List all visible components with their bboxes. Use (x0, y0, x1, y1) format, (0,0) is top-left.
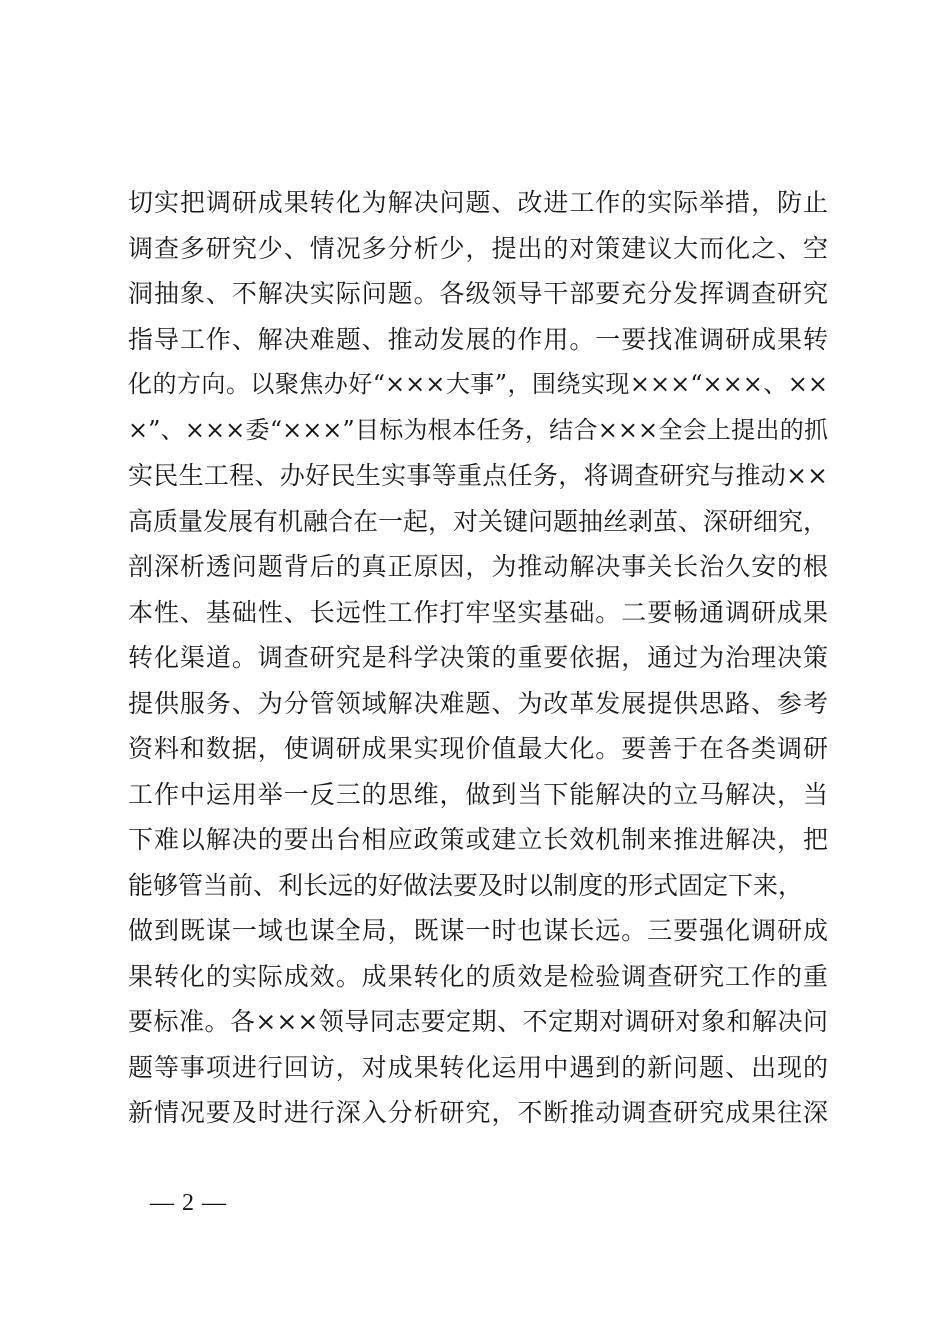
text-line-4: 指导工作、解决难题、推动发展的作用。一要找准调研成果转 (128, 324, 828, 354)
text-line-20: 题等事项进行回访，对成果转化运用中遇到的新问题、出现的 (128, 1052, 828, 1082)
text-line-8: 高质量发展有机融合在一起，对关键问题抽丝剥茧、深研细究， (128, 506, 828, 536)
text-line-5: 化的方向。以聚焦办好“×××大事”，围绕实现×××“×××、×× (128, 370, 828, 398)
text-line-11: 转化渠道。调查研究是科学决策的重要依据，通过为治理决策 (128, 643, 828, 672)
text-line-12: 提供服务、为分管领域解决难题、为改革发展提供思路、参考 (128, 688, 828, 718)
text-line-1: 切实把调研成果转化为解决问题、改进工作的实际举措，防止 (128, 188, 828, 217)
text-line-15: 下难以解决的要出台相应政策或建立长效机制来推进解决，把 (128, 825, 828, 854)
text-line-14: 工作中运用举一反三的思维，做到当下能解决的立马解决，当 (128, 779, 828, 809)
text-line-13: 资料和数据，使调研成果实现价值最大化。要善于在各类调研 (128, 734, 828, 763)
body-paragraph (128, 180, 828, 1136)
text-line-19: 要标准。各×××领导同志要定期、不定期对调研对象和解决问 (128, 1007, 828, 1036)
text-line-18: 果转化的实际成效。成果转化的质效是检验调查研究工作的重 (128, 961, 828, 991)
text-line-10: 本性、基础性、长远性工作打牢坚实基础。二要畅通调研成果 (128, 597, 828, 627)
text-line-16: 能够管当前、利长远的好做法要及时以制度的形式固定下来， (128, 870, 804, 900)
text-line-6: ×”、×××委“×××”目标为根本任务，结合×××全会上提出的抓 (128, 415, 828, 444)
text-line-2: 调查多研究少、情况多分析少，提出的对策建议大而化之、空 (128, 233, 828, 263)
page-number: — 2 — (150, 1190, 227, 1216)
text-line-9: 剖深析透问题背后的真正原因，为推动解决事关长治久安的根 (128, 552, 828, 581)
text-line-7: 实民生工程、办好民生实事等重点任务，将调查研究与推动×× (128, 461, 828, 490)
text-line-17: 做到既谋一域也谋全局，既谋一时也谋长远。三要强化调研成 (128, 916, 828, 945)
text-line-3: 洞抽象、不解决实际问题。各级领导干部要充分发挥调查研究 (128, 279, 828, 308)
text-line-21: 新情况要及时进行深入分析研究，不断推动调查研究成果往深 (128, 1098, 828, 1127)
